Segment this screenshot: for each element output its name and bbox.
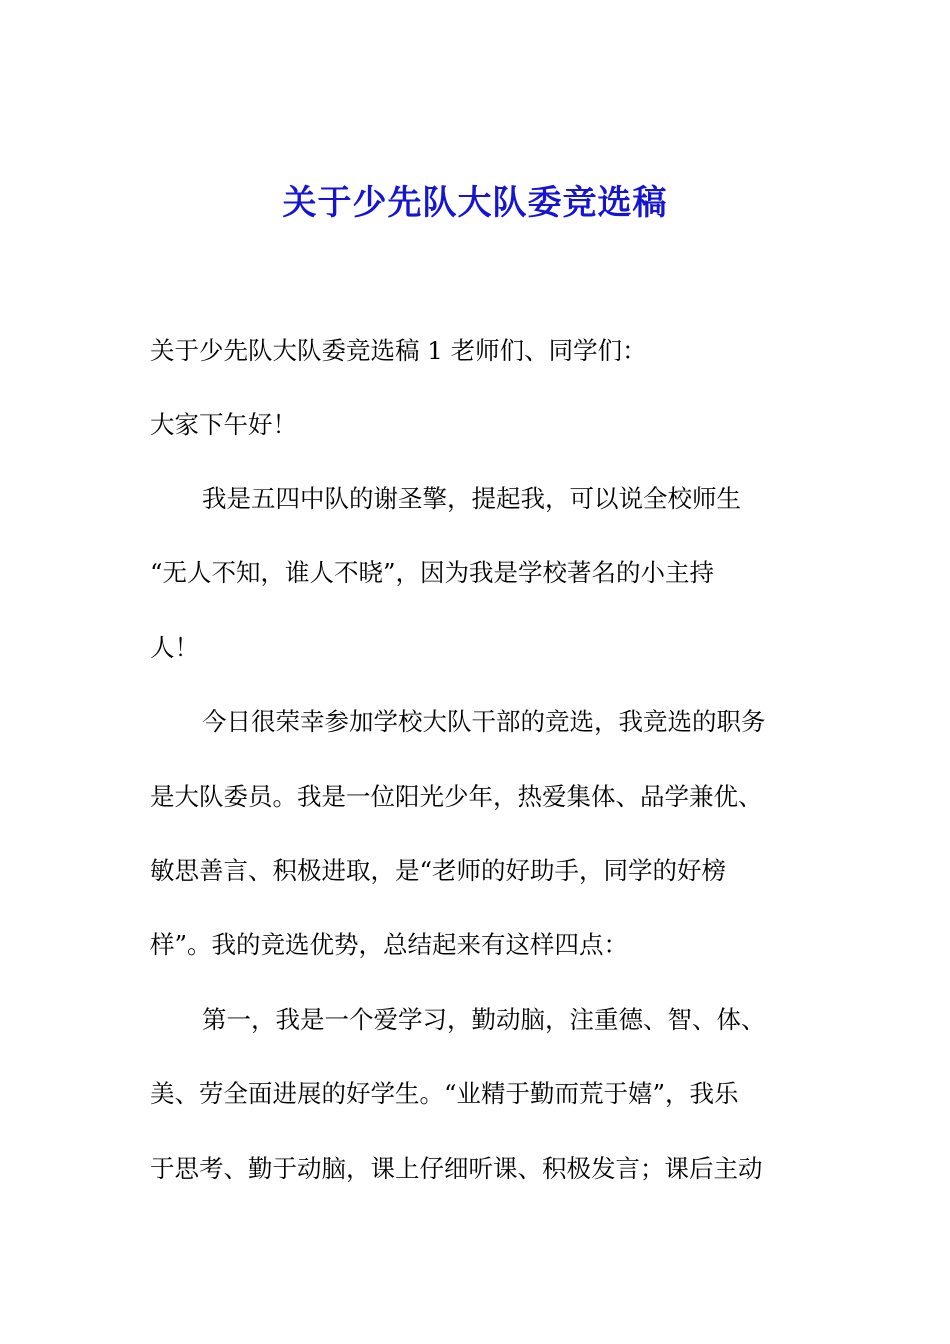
body-line-5: 人！ bbox=[150, 633, 199, 662]
body-line-3: 我是五四中队的谢圣擎，提起我，可以说全校师生 bbox=[202, 484, 741, 513]
body-line-9: 样”。我的竞选优势，总结起来有这样四点： bbox=[150, 930, 629, 959]
body-line-1: 关于少先队大队委竞选稿 1 老师们、同学们： bbox=[150, 336, 647, 365]
body-line-4: “无人不知，谁人不晓”，因为我是学校著名的小主持 bbox=[150, 558, 715, 587]
body-line-6: 今日很荣幸参加学校大队干部的竞选，我竞选的职务 bbox=[202, 707, 766, 736]
body-line-10: 第一，我是一个爱学习，勤动脑，注重德、智、体、 bbox=[202, 1005, 766, 1034]
body-line-8: 敏思善言、积极进取，是“老师的好助手，同学的好榜 bbox=[150, 856, 727, 885]
document-title: 关于少先队大队委竞选稿 bbox=[282, 183, 668, 223]
body-line-7: 是大队委员。我是一位阳光少年，热爱集体、品学兼优、 bbox=[150, 782, 763, 811]
body-line-12: 于思考、勤于动脑，课上仔细听课、积极发言；课后主动 bbox=[150, 1154, 763, 1183]
body-line-2: 大家下午好！ bbox=[150, 410, 297, 439]
body-line-11: 美、劳全面进展的好学生。“业精于勤而荒于嬉”，我乐 bbox=[150, 1079, 739, 1108]
